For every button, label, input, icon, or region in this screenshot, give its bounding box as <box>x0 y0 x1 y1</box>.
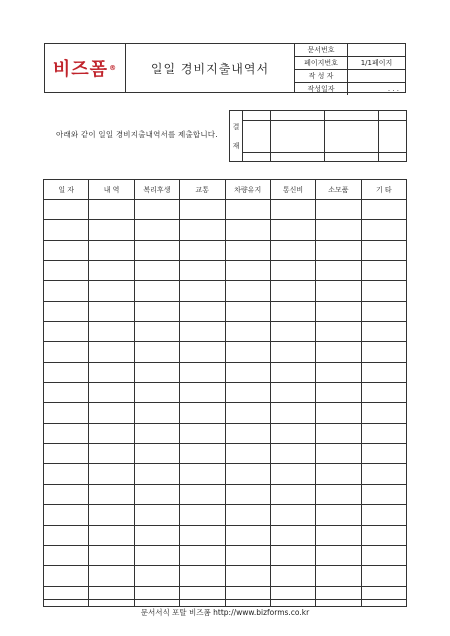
table-cell[interactable] <box>44 281 89 301</box>
table-row <box>44 566 407 586</box>
table-cell[interactable] <box>361 261 406 281</box>
approval-date-cell[interactable] <box>270 152 324 161</box>
table-row <box>44 322 407 342</box>
table-row <box>44 342 407 362</box>
table-cell[interactable] <box>44 566 89 586</box>
table-cell[interactable] <box>89 444 134 464</box>
table-cell[interactable] <box>134 484 179 504</box>
col-transport: 교통 <box>180 180 225 200</box>
table-cell[interactable] <box>316 362 361 382</box>
col-date: 일 자 <box>44 180 89 200</box>
meta-value-doc-number[interactable] <box>348 44 406 57</box>
table-cell[interactable] <box>225 383 270 403</box>
table-cell[interactable] <box>89 403 134 423</box>
table-cell[interactable] <box>225 362 270 382</box>
table-cell[interactable] <box>225 423 270 443</box>
meta-label-page-number: 페이지번호 <box>295 57 348 70</box>
table-cell[interactable] <box>225 220 270 240</box>
table-cell[interactable] <box>316 220 361 240</box>
table-cell[interactable] <box>89 220 134 240</box>
table-cell[interactable] <box>270 240 315 260</box>
approval-date-cell[interactable] <box>324 152 378 161</box>
approval-date-cell[interactable] <box>379 152 406 161</box>
table-cell[interactable] <box>180 220 225 240</box>
table-cell[interactable] <box>44 240 89 260</box>
table-cell[interactable] <box>180 403 225 423</box>
table-cell[interactable] <box>270 525 315 545</box>
col-description: 내 역 <box>89 180 134 200</box>
table-cell[interactable] <box>134 261 179 281</box>
table-cell[interactable] <box>89 586 134 606</box>
table-cell[interactable] <box>225 301 270 321</box>
table-cell[interactable] <box>361 586 406 606</box>
table-cell[interactable] <box>316 545 361 565</box>
table-cell[interactable] <box>225 200 270 220</box>
table-cell[interactable] <box>270 281 315 301</box>
table-cell[interactable] <box>180 342 225 362</box>
table-cell[interactable] <box>316 322 361 342</box>
table-row <box>44 200 407 220</box>
table-cell[interactable] <box>134 403 179 423</box>
table-row <box>44 362 407 382</box>
table-cell[interactable] <box>270 220 315 240</box>
table-cell[interactable] <box>316 383 361 403</box>
table-row <box>44 444 407 464</box>
table-cell[interactable] <box>89 261 134 281</box>
table-cell[interactable] <box>89 200 134 220</box>
logo-text: 비즈폼 <box>52 59 109 80</box>
expense-ledger-table <box>43 179 407 607</box>
table-cell[interactable] <box>89 383 134 403</box>
table-cell[interactable] <box>44 464 89 484</box>
approval-box <box>229 110 407 162</box>
table-row <box>44 403 407 423</box>
table-row <box>44 525 407 545</box>
table-cell[interactable] <box>134 383 179 403</box>
table-cell[interactable] <box>89 322 134 342</box>
table-cell[interactable] <box>225 586 270 606</box>
table-cell[interactable] <box>225 240 270 260</box>
table-cell[interactable] <box>225 505 270 525</box>
table-cell[interactable] <box>316 240 361 260</box>
table-cell[interactable] <box>270 484 315 504</box>
table-cell[interactable] <box>270 261 315 281</box>
table-cell[interactable] <box>316 200 361 220</box>
table-cell[interactable] <box>134 362 179 382</box>
table-cell[interactable] <box>225 525 270 545</box>
table-cell[interactable] <box>134 444 179 464</box>
table-cell[interactable] <box>134 240 179 260</box>
approval-title-cell[interactable] <box>324 111 378 120</box>
table-cell[interactable] <box>89 240 134 260</box>
table-cell[interactable] <box>361 545 406 565</box>
table-cell[interactable] <box>270 566 315 586</box>
table-cell[interactable] <box>134 525 179 545</box>
col-other: 기 타 <box>361 180 406 200</box>
meta-value-author[interactable] <box>348 70 406 83</box>
table-cell[interactable] <box>180 586 225 606</box>
footer-text: 문서서식 포탈 비즈폼 http://www.bizforms.co.kr <box>140 608 310 617</box>
approval-title-cell[interactable] <box>270 111 324 120</box>
table-cell[interactable] <box>44 383 89 403</box>
meta-value-date[interactable]: . . . <box>387 85 399 93</box>
table-cell[interactable] <box>361 525 406 545</box>
table-row <box>44 505 407 525</box>
table-row <box>44 240 407 260</box>
table-row <box>44 423 407 443</box>
table-row <box>44 464 407 484</box>
table-cell[interactable] <box>134 342 179 362</box>
table-cell[interactable] <box>89 362 134 382</box>
table-cell[interactable] <box>89 525 134 545</box>
table-cell[interactable] <box>270 464 315 484</box>
table-cell[interactable] <box>316 444 361 464</box>
table-cell[interactable] <box>225 403 270 423</box>
table-cell[interactable] <box>134 566 179 586</box>
ledger-body <box>44 200 407 607</box>
col-communication: 통신비 <box>270 180 315 200</box>
table-cell[interactable] <box>316 261 361 281</box>
approval-label-top: 결 <box>232 122 240 131</box>
document-meta-table <box>295 44 405 95</box>
table-cell[interactable] <box>44 403 89 423</box>
approval-sign-cell[interactable] <box>270 120 324 152</box>
approval-sign-cell[interactable] <box>243 120 270 152</box>
table-cell[interactable] <box>134 200 179 220</box>
table-cell[interactable] <box>89 423 134 443</box>
col-welfare: 복리후생 <box>134 180 179 200</box>
table-cell[interactable] <box>44 200 89 220</box>
table-cell[interactable] <box>316 464 361 484</box>
table-cell[interactable] <box>180 362 225 382</box>
table-cell[interactable] <box>361 301 406 321</box>
footer-divider <box>44 599 406 600</box>
ledger-header-row <box>44 180 407 200</box>
document-header <box>44 43 406 93</box>
table-cell[interactable] <box>89 301 134 321</box>
table-cell[interactable] <box>361 383 406 403</box>
table-cell[interactable] <box>316 281 361 301</box>
table-cell[interactable] <box>270 505 315 525</box>
table-cell[interactable] <box>270 301 315 321</box>
table-cell[interactable] <box>44 220 89 240</box>
table-cell[interactable] <box>225 566 270 586</box>
bizforms-logo <box>45 44 126 92</box>
table-cell[interactable] <box>44 342 89 362</box>
table-cell[interactable] <box>44 423 89 443</box>
table-cell[interactable] <box>89 464 134 484</box>
table-cell[interactable] <box>225 444 270 464</box>
table-cell[interactable] <box>316 484 361 504</box>
table-cell[interactable] <box>134 281 179 301</box>
table-cell[interactable] <box>44 322 89 342</box>
table-cell[interactable] <box>134 545 179 565</box>
meta-value-page-number: 1/1페이지 <box>348 57 406 70</box>
table-cell[interactable] <box>89 566 134 586</box>
table-cell[interactable] <box>89 505 134 525</box>
table-cell[interactable] <box>44 362 89 382</box>
col-vehicle: 차량유지 <box>225 180 270 200</box>
meta-label-doc-number: 문서번호 <box>295 44 348 57</box>
table-cell[interactable] <box>180 505 225 525</box>
table-cell[interactable] <box>180 484 225 504</box>
table-cell[interactable] <box>270 322 315 342</box>
table-cell[interactable] <box>270 545 315 565</box>
table-row <box>44 301 407 321</box>
table-cell[interactable] <box>270 586 315 606</box>
table-row <box>44 220 407 240</box>
table-cell[interactable] <box>134 586 179 606</box>
table-cell[interactable] <box>180 281 225 301</box>
table-cell[interactable] <box>180 464 225 484</box>
approval-signature-grid <box>243 111 406 161</box>
table-row <box>44 383 407 403</box>
table-cell[interactable] <box>89 484 134 504</box>
table-cell[interactable] <box>225 281 270 301</box>
table-cell[interactable] <box>361 342 406 362</box>
table-cell[interactable] <box>316 301 361 321</box>
table-cell[interactable] <box>361 220 406 240</box>
table-cell[interactable] <box>225 464 270 484</box>
approval-sign-cell[interactable] <box>379 120 406 152</box>
table-cell[interactable] <box>270 444 315 464</box>
table-cell[interactable] <box>316 586 361 606</box>
table-cell[interactable] <box>270 383 315 403</box>
approval-label <box>230 111 243 161</box>
table-cell[interactable] <box>361 240 406 260</box>
table-cell[interactable] <box>361 484 406 504</box>
table-cell[interactable] <box>225 484 270 504</box>
table-cell[interactable] <box>316 566 361 586</box>
table-cell[interactable] <box>89 545 134 565</box>
table-cell[interactable] <box>361 200 406 220</box>
table-cell[interactable] <box>180 200 225 220</box>
meta-label-author: 작 성 자 <box>295 70 348 83</box>
table-cell[interactable] <box>134 322 179 342</box>
col-supplies: 소모품 <box>316 180 361 200</box>
registered-mark: ® <box>109 64 118 72</box>
table-cell[interactable] <box>316 342 361 362</box>
table-cell[interactable] <box>361 322 406 342</box>
table-cell[interactable] <box>270 200 315 220</box>
table-cell[interactable] <box>225 545 270 565</box>
table-cell[interactable] <box>361 281 406 301</box>
table-row <box>44 281 407 301</box>
table-row <box>44 261 407 281</box>
table-cell[interactable] <box>225 261 270 281</box>
table-cell[interactable] <box>270 342 315 362</box>
table-cell[interactable] <box>44 525 89 545</box>
table-cell[interactable] <box>361 444 406 464</box>
table-cell[interactable] <box>180 322 225 342</box>
table-cell[interactable] <box>180 301 225 321</box>
table-cell[interactable] <box>44 261 89 281</box>
table-cell[interactable] <box>134 505 179 525</box>
table-cell[interactable] <box>180 383 225 403</box>
table-cell[interactable] <box>180 525 225 545</box>
table-row <box>44 545 407 565</box>
table-cell[interactable] <box>180 261 225 281</box>
table-cell[interactable] <box>270 403 315 423</box>
table-cell[interactable] <box>316 505 361 525</box>
table-cell[interactable] <box>180 545 225 565</box>
table-cell[interactable] <box>316 423 361 443</box>
table-cell[interactable] <box>316 525 361 545</box>
approval-title-cell[interactable] <box>243 111 270 120</box>
table-cell[interactable] <box>44 444 89 464</box>
table-cell[interactable] <box>180 240 225 260</box>
table-cell[interactable] <box>270 362 315 382</box>
table-cell[interactable] <box>89 342 134 362</box>
approval-date-cell[interactable] <box>243 152 270 161</box>
table-cell[interactable] <box>225 342 270 362</box>
table-cell[interactable] <box>44 545 89 565</box>
table-cell[interactable] <box>361 403 406 423</box>
table-row <box>44 586 407 606</box>
intro-text: 아래와 같이 일일 경비지출내역서를 제출합니다. <box>56 130 218 139</box>
table-cell[interactable] <box>44 301 89 321</box>
table-row <box>44 484 407 504</box>
document-title: 일일 경비지출내역서 <box>126 44 295 92</box>
approval-title-cell[interactable] <box>379 111 406 120</box>
table-cell[interactable] <box>361 505 406 525</box>
table-cell[interactable] <box>180 566 225 586</box>
approval-sign-cell[interactable] <box>324 120 378 152</box>
table-cell[interactable] <box>134 423 179 443</box>
table-cell[interactable] <box>44 586 89 606</box>
table-cell[interactable] <box>361 362 406 382</box>
table-cell[interactable] <box>361 464 406 484</box>
table-cell[interactable] <box>44 484 89 504</box>
table-cell[interactable] <box>134 301 179 321</box>
meta-label-date: 작성일자 <box>295 83 348 96</box>
table-cell[interactable] <box>134 464 179 484</box>
table-cell[interactable] <box>316 403 361 423</box>
table-cell[interactable] <box>270 423 315 443</box>
table-cell[interactable] <box>89 281 134 301</box>
table-cell[interactable] <box>44 505 89 525</box>
table-cell[interactable] <box>361 566 406 586</box>
table-cell[interactable] <box>225 322 270 342</box>
table-cell[interactable] <box>134 220 179 240</box>
table-cell[interactable] <box>180 444 225 464</box>
approval-label-bottom: 재 <box>232 141 240 150</box>
table-cell[interactable] <box>361 423 406 443</box>
table-cell[interactable] <box>180 423 225 443</box>
